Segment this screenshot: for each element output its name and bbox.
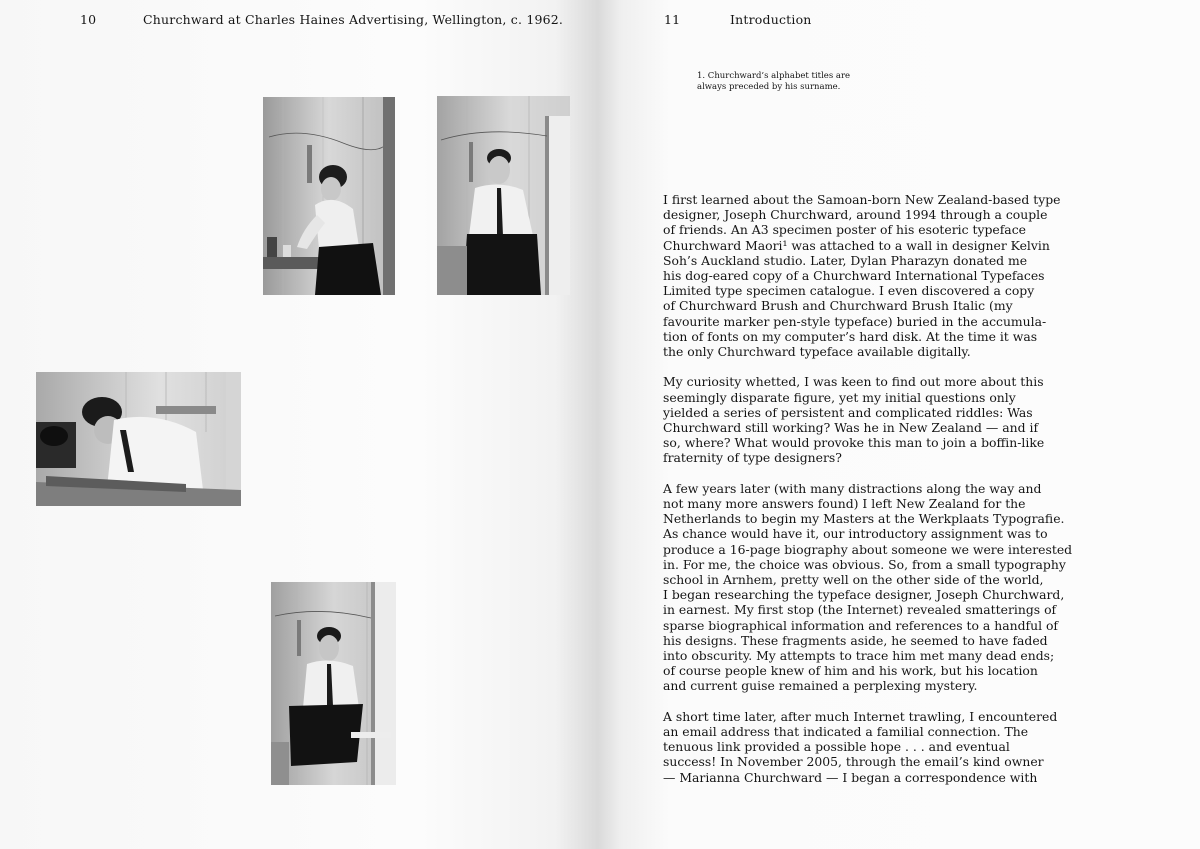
text-line: seemingly disparate figure, yet my initial questions only — [663, 389, 1016, 405]
text-line: so, where? What would provoke this man to join a boffin-like — [663, 435, 1045, 451]
photo-churchward-seated-on-stool — [271, 582, 396, 785]
paragraph-4 — [663, 709, 1073, 785]
text-line: an email address that indicated a familial connection. The — [663, 724, 1029, 740]
text-line: produce a 16-page biography about someone we were interested — [663, 541, 1073, 557]
text-line: A few years later (with many distractions along the way and — [663, 480, 1042, 496]
photo-churchward-drawing-at-desk — [36, 372, 241, 506]
photo-churchward-seated-portrait — [437, 96, 570, 295]
paragraph-3 — [663, 481, 1073, 694]
left-page-number: 10 — [80, 12, 97, 27]
text-line: his dog-eared copy of a Churchward International Typefaces — [663, 268, 1045, 284]
right-page-number: 11 — [664, 12, 681, 27]
text-line: I first learned about the Samoan-born New Zealand-based type — [663, 192, 1061, 207]
text-line: Churchward still working? Was he in New Zealand — and if — [663, 420, 1039, 436]
text-line: in earnest. My first stop (the Internet) revealed smatterings of — [663, 602, 1057, 618]
text-line: school in Arnhem, pretty well on the other side of the world, — [663, 572, 1044, 588]
right-running-head: Introduction — [730, 12, 812, 27]
text-line: into obscurity. My attempts to trace him met many dead ends; — [663, 648, 1055, 664]
text-line: favourite marker pen-style typeface) buried in the accumula- — [663, 313, 1047, 329]
text-line: I began researching the typeface designer, Joseph Churchward, — [663, 587, 1065, 603]
text-line: As chance would have it, our introductory assignment was to — [663, 526, 1048, 542]
paragraph-1 — [663, 192, 1073, 359]
text-line: and current guise remained a perplexing mystery. — [663, 678, 978, 694]
right-page — [597, 0, 1200, 849]
text-line: sparse biographical information and references to a handful of — [663, 617, 1059, 633]
text-line: in. For me, the choice was obvious. So, from a small typography — [663, 556, 1066, 572]
photo-churchward-at-desk-leaning — [263, 97, 395, 295]
text-line: — Marianna Churchward — I began a correspondence with — [663, 769, 1038, 785]
text-line: Limited type specimen catalogue. I even discovered a copy — [663, 283, 1035, 299]
footnote-line: always preceded by his surname. — [697, 82, 841, 92]
text-line: of Churchward Brush and Churchward Brush Italic (my — [663, 298, 1013, 314]
text-line: Soh’s Auckland studio. Later, Dylan Pharazyn donated me — [663, 252, 1028, 268]
text-line: yielded a series of persistent and complicated riddles: Was — [663, 404, 1033, 420]
text-line: of friends. An A3 specimen poster of his esoteric typeface — [663, 222, 1026, 238]
text-line: tion of fonts on my computer’s hard disk. At the time it was — [663, 328, 1038, 344]
text-line: Netherlands to begin my Masters at the Werkplaats Typografie. — [663, 511, 1065, 527]
text-line: A short time later, after much Internet trawling, I encountered — [663, 708, 1058, 724]
text-line: the only Churchward typeface available digitally. — [663, 344, 971, 360]
text-line: not many more answers found) I left New Zealand for the — [663, 496, 1026, 512]
paragraph-2 — [663, 374, 1073, 465]
text-line: Churchward Maori¹ was attached to a wall in designer Kelvin — [663, 237, 1050, 253]
text-line: fraternity of type designers? — [663, 450, 842, 466]
footnote-line: 1. Churchward’s alphabet titles are — [697, 71, 851, 81]
left-running-head: Churchward at Charles Haines Advertising, Wellington, c. 1962. — [143, 12, 564, 27]
text-line: designer, Joseph Churchward, around 1994 through a couple — [663, 207, 1048, 223]
left-page — [0, 0, 597, 849]
text-line: of course people knew of him and his work, but his location — [663, 663, 1038, 679]
text-line: My curiosity whetted, I was keen to find out more about this — [663, 374, 1044, 390]
text-line: tenuous link provided a possible hope . . . and eventual — [663, 739, 1010, 755]
footnote — [697, 71, 897, 93]
text-line: success! In November 2005, through the email’s kind owner — [663, 754, 1044, 770]
text-line: his designs. These fragments aside, he seemed to have faded — [663, 632, 1048, 648]
body-text — [663, 192, 1073, 800]
